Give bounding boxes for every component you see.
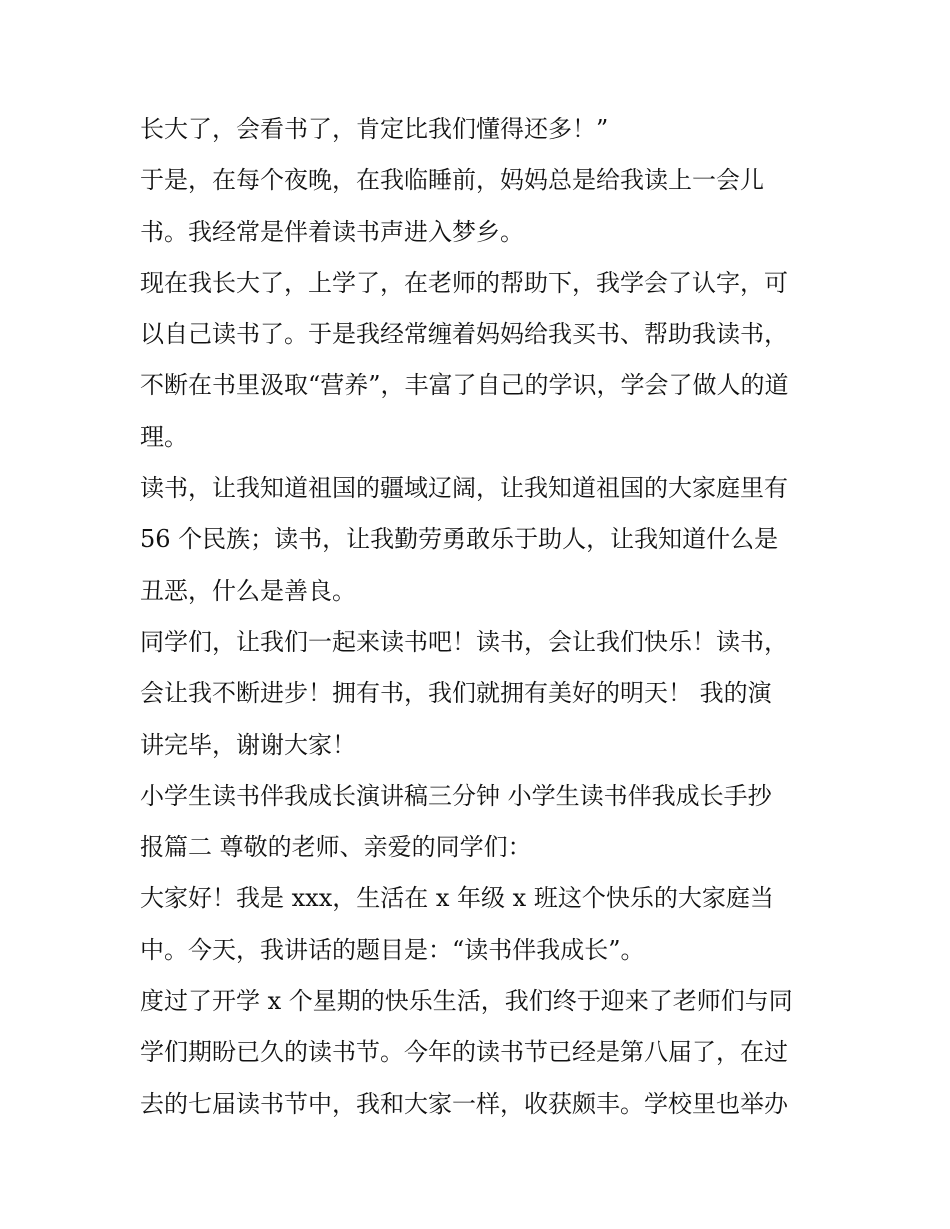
text-line: 去的七届读书节中，我和大家一样，收获颇丰。学校里也举办 — [140, 1089, 788, 1118]
text-line: 学们期盼已久的读书节。今年的读书节已经是第八届了，在过 — [140, 1038, 788, 1067]
text-line: 报篇二 尊敬的老师、亲爱的同学们： — [140, 833, 532, 862]
text-line: 56 个民族；读书，让我勤劳勇敢乐于助人，让我知道什么是 — [140, 525, 779, 554]
text-line: 不断在书里汲取“营养”，丰富了自己的学识，学会了做人的道 — [140, 371, 789, 400]
text-line: 书。我经常是伴着读书声进入梦乡。 — [140, 217, 524, 246]
text-line: 会让我不断进步！拥有书，我们就拥有美好的明天！ 我的演 — [140, 679, 772, 708]
text-line: 丑恶，什么是善良。 — [140, 576, 356, 605]
text-line: 度过了开学 x 个星期的快乐生活，我们终于迎来了老师们与同 — [140, 987, 793, 1016]
text-line: 于是，在每个夜晚，在我临睡前，妈妈总是给我读上一会儿 — [140, 166, 764, 195]
text-line: 长大了，会看书了，肯定比我们懂得还多！” — [140, 115, 609, 143]
text-line: 现在我长大了，上学了，在老师的帮助下，我学会了认字，可 — [140, 268, 788, 297]
text-line: 同学们，让我们一起来读书吧！读书，会让我们快乐！读书， — [140, 627, 788, 656]
text-line: 理。 — [140, 422, 188, 451]
text-line: 大家好！我是 xxx，生活在 x 年级 x 班这个快乐的大家庭当 — [140, 884, 774, 913]
text-line: 小学生读书伴我成长演讲稿三分钟 小学生读书伴我成长手抄 — [140, 781, 772, 810]
text-line: 讲完毕，谢谢大家！ — [140, 730, 356, 759]
text-line: 中。今天，我讲话的题目是：“读书伴我成长”。 — [140, 935, 645, 964]
document-body — [140, 104, 820, 1130]
text-line: 以自己读书了。于是我经常缠着妈妈给我买书、帮助我读书， — [140, 320, 788, 349]
text-line: 读书，让我知道祖国的疆域辽阔，让我知道祖国的大家庭里有 — [140, 474, 788, 503]
